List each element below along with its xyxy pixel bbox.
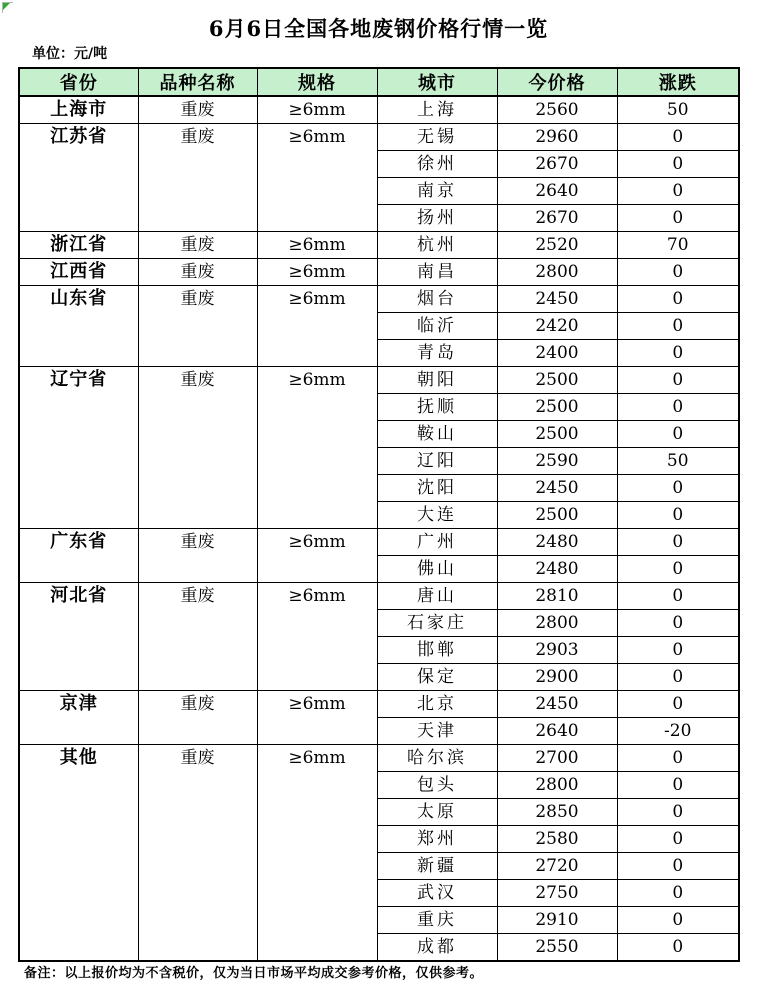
price-cell: 2500: [497, 394, 617, 421]
city-cell: 新疆: [377, 853, 497, 880]
variety-cell: 重废: [138, 583, 257, 691]
price-cell: 2960: [497, 124, 617, 151]
province-cell: 浙江省: [19, 232, 138, 259]
change-cell: 0: [617, 259, 739, 286]
city-cell: 天津: [377, 718, 497, 745]
price-cell: 2400: [497, 340, 617, 367]
price-cell: 2903: [497, 637, 617, 664]
price-cell: 2850: [497, 799, 617, 826]
price-cell: 2500: [497, 421, 617, 448]
province-cell: 辽宁省: [19, 367, 138, 529]
city-cell: 邯郸: [377, 637, 497, 664]
header-price: 今价格: [497, 68, 617, 96]
price-cell: 2520: [497, 232, 617, 259]
change-cell: 0: [617, 934, 739, 962]
city-cell: 大连: [377, 502, 497, 529]
price-cell: 2450: [497, 691, 617, 718]
change-cell: 0: [617, 286, 739, 313]
table-row: [19, 124, 739, 151]
price-cell: 2800: [497, 772, 617, 799]
price-cell: 2590: [497, 448, 617, 475]
table-row: [19, 259, 739, 286]
table-row: [19, 96, 739, 124]
price-cell: 2670: [497, 205, 617, 232]
price-cell: 2500: [497, 367, 617, 394]
price-table: [18, 67, 740, 962]
city-cell: 包头: [377, 772, 497, 799]
variety-cell: 重废: [138, 232, 257, 259]
change-cell: 0: [617, 205, 739, 232]
city-cell: 杭州: [377, 232, 497, 259]
city-cell: 沈阳: [377, 475, 497, 502]
unit-label: 单位：元/吨: [32, 46, 108, 62]
city-cell: 重庆: [377, 907, 497, 934]
change-cell: 0: [617, 367, 739, 394]
spec-cell: ≥6mm: [257, 286, 377, 367]
spec-cell: ≥6mm: [257, 691, 377, 745]
city-cell: 临沂: [377, 313, 497, 340]
sheet-corner-marker: [2, 2, 13, 13]
city-cell: 唐山: [377, 583, 497, 610]
price-cell: 2800: [497, 610, 617, 637]
variety-cell: 重废: [138, 529, 257, 583]
price-cell: 2480: [497, 556, 617, 583]
change-cell: 0: [617, 826, 739, 853]
change-cell: 0: [617, 421, 739, 448]
change-cell: 0: [617, 853, 739, 880]
change-cell: 0: [617, 475, 739, 502]
change-cell: -20: [617, 718, 739, 745]
change-cell: 70: [617, 232, 739, 259]
spec-cell: ≥6mm: [257, 96, 377, 124]
city-cell: 保定: [377, 664, 497, 691]
city-cell: 徐州: [377, 151, 497, 178]
change-cell: 0: [617, 799, 739, 826]
city-cell: 太原: [377, 799, 497, 826]
table-row: [19, 691, 739, 718]
city-cell: 无锡: [377, 124, 497, 151]
city-cell: 北京: [377, 691, 497, 718]
city-cell: 上海: [377, 96, 497, 124]
province-cell: 河北省: [19, 583, 138, 691]
change-cell: 0: [617, 178, 739, 205]
change-cell: 0: [617, 124, 739, 151]
variety-cell: 重废: [138, 367, 257, 529]
price-cell: 2700: [497, 745, 617, 772]
spec-cell: ≥6mm: [257, 529, 377, 583]
city-cell: 成都: [377, 934, 497, 962]
change-cell: 0: [617, 907, 739, 934]
change-cell: 0: [617, 664, 739, 691]
header-row: [19, 68, 739, 96]
province-cell: 江苏省: [19, 124, 138, 232]
city-cell: 武汉: [377, 880, 497, 907]
change-cell: 0: [617, 394, 739, 421]
table-row: [19, 232, 739, 259]
variety-cell: 重废: [138, 691, 257, 745]
price-cell: 2640: [497, 718, 617, 745]
city-cell: 青岛: [377, 340, 497, 367]
footnote: 备注：以上报价均为不含税价，仅为当日市场平均成交参考价格，仅供参考。: [24, 966, 484, 981]
table-row: [19, 583, 739, 610]
province-cell: 山东省: [19, 286, 138, 367]
change-cell: 0: [617, 556, 739, 583]
change-cell: 0: [617, 340, 739, 367]
header-province: 省份: [19, 68, 138, 96]
city-cell: 佛山: [377, 556, 497, 583]
city-cell: 烟台: [377, 286, 497, 313]
price-cell: 2750: [497, 880, 617, 907]
city-cell: 扬州: [377, 205, 497, 232]
change-cell: 0: [617, 151, 739, 178]
province-cell: 其他: [19, 745, 138, 962]
change-cell: 0: [617, 691, 739, 718]
price-cell: 2500: [497, 502, 617, 529]
table-row: [19, 367, 739, 394]
change-cell: 0: [617, 637, 739, 664]
change-cell: 0: [617, 745, 739, 772]
table-row: [19, 745, 739, 772]
change-cell: 0: [617, 502, 739, 529]
city-cell: 哈尔滨: [377, 745, 497, 772]
price-cell: 2450: [497, 286, 617, 313]
province-cell: 上海市: [19, 96, 138, 124]
city-cell: 广州: [377, 529, 497, 556]
city-cell: 南京: [377, 178, 497, 205]
header-change: 涨跌: [617, 68, 739, 96]
province-cell: 江西省: [19, 259, 138, 286]
change-cell: 0: [617, 772, 739, 799]
city-cell: 鞍山: [377, 421, 497, 448]
table-row: [19, 286, 739, 313]
change-cell: 50: [617, 96, 739, 124]
city-cell: 辽阳: [377, 448, 497, 475]
change-cell: 0: [617, 880, 739, 907]
spec-cell: ≥6mm: [257, 232, 377, 259]
province-cell: 广东省: [19, 529, 138, 583]
city-cell: 石家庄: [377, 610, 497, 637]
city-cell: 南昌: [377, 259, 497, 286]
price-cell: 2640: [497, 178, 617, 205]
price-cell: 2560: [497, 96, 617, 124]
province-cell: 京津: [19, 691, 138, 745]
price-cell: 2450: [497, 475, 617, 502]
spec-cell: ≥6mm: [257, 124, 377, 232]
city-cell: 抚顺: [377, 394, 497, 421]
price-cell: 2580: [497, 826, 617, 853]
price-cell: 2800: [497, 259, 617, 286]
header-variety: 品种名称: [138, 68, 257, 96]
price-cell: 2670: [497, 151, 617, 178]
header-city: 城市: [377, 68, 497, 96]
price-cell: 2420: [497, 313, 617, 340]
spec-cell: ≥6mm: [257, 583, 377, 691]
spec-cell: ≥6mm: [257, 367, 377, 529]
variety-cell: 重废: [138, 124, 257, 232]
page-title: 6月6日全国各地废钢价格行情一览: [208, 16, 549, 41]
price-cell: 2900: [497, 664, 617, 691]
variety-cell: 重废: [138, 745, 257, 962]
change-cell: 0: [617, 610, 739, 637]
price-cell: 2910: [497, 907, 617, 934]
change-cell: 50: [617, 448, 739, 475]
spec-cell: ≥6mm: [257, 259, 377, 286]
price-cell: 2550: [497, 934, 617, 962]
change-cell: 0: [617, 529, 739, 556]
city-cell: 郑州: [377, 826, 497, 853]
spec-cell: ≥6mm: [257, 745, 377, 962]
variety-cell: 重废: [138, 96, 257, 124]
variety-cell: 重废: [138, 259, 257, 286]
variety-cell: 重废: [138, 286, 257, 367]
change-cell: 0: [617, 583, 739, 610]
price-cell: 2720: [497, 853, 617, 880]
header-spec: 规格: [257, 68, 377, 96]
price-cell: 2810: [497, 583, 617, 610]
table-body: [19, 96, 739, 961]
city-cell: 朝阳: [377, 367, 497, 394]
change-cell: 0: [617, 313, 739, 340]
table-row: [19, 529, 739, 556]
price-cell: 2480: [497, 529, 617, 556]
